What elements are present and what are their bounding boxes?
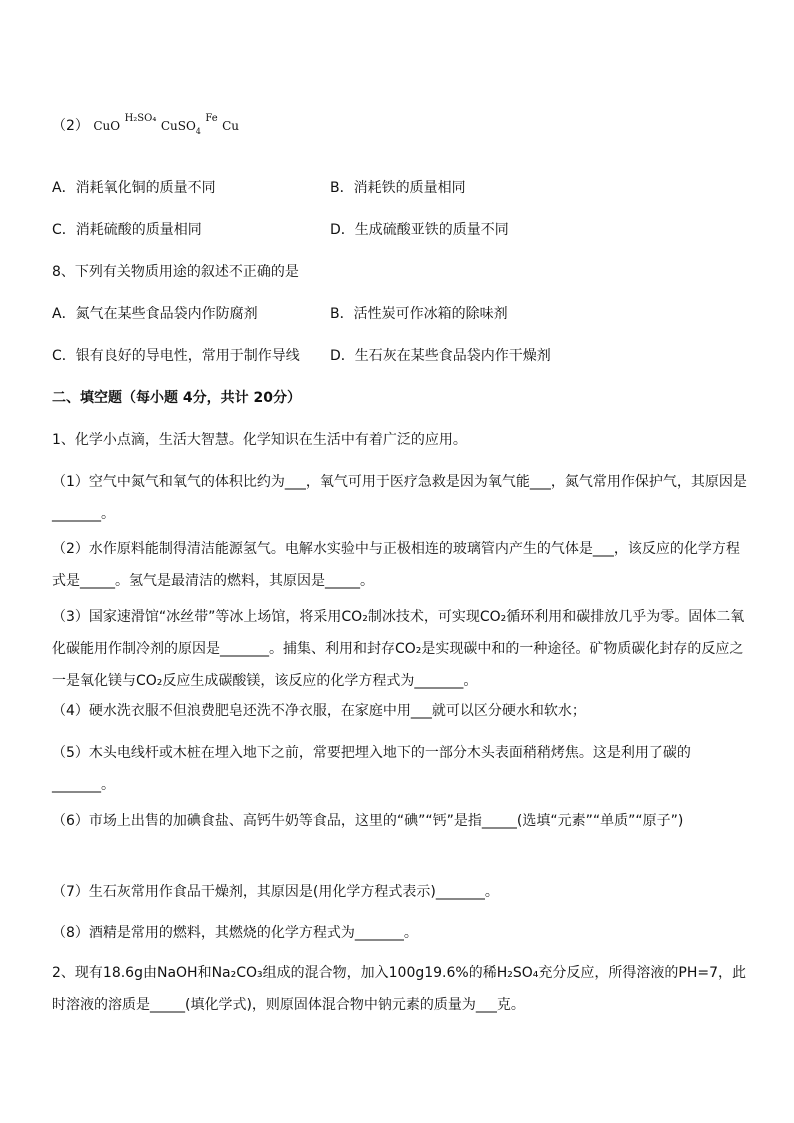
q8-row-1	[52, 304, 752, 324]
fe-reagent: Fe	[205, 113, 218, 124]
fill1-part-7: （7）生石灰常用作食品干燥剂，其原因是(用化学方程式表示)_______。	[52, 884, 499, 900]
subscript-4: 4	[195, 127, 201, 136]
reaction-prefix: （2）	[52, 118, 89, 134]
q7-option-c: C．消耗硫酸的质量相同	[52, 222, 202, 238]
cuso4-formula: CuSO	[160, 119, 196, 133]
q7-row-2	[52, 220, 752, 240]
fill1-part-6: （6）市场上出售的加碘食盐、高钙牛奶等食品，这里的“碘”“钙”是指_____(选填“元素”“单质”“原子”)	[52, 813, 684, 829]
fill1-part-4: （4）硬水洗衣服不但浪费肥皂还洗不净衣服，在家庭中用___就可以区分硬水和软水；	[52, 703, 586, 719]
q7-option-d: D．生成硫酸亚铁的质量不同	[330, 222, 509, 238]
q8-row-2	[52, 346, 752, 366]
q7-option-b: B．消耗铁的质量相同	[330, 180, 466, 196]
q8-option-b: B．活性炭可作冰箱的除味剂	[330, 306, 508, 322]
h2so4-reagent: H₂SO₄	[124, 113, 157, 124]
fill1-part-2: （2）水作原料能制得清洁能源氢气。电解水实验中与正极相连的玻璃管内产生的气体是___，该反应的化学方程式是_____。氢气是最清洁的燃料，其原因是_____。	[52, 541, 740, 589]
q8-option-a: A．氮气在某些食品袋内作防腐剂	[52, 306, 258, 322]
section-title: 二、填空题（每小题 4分，共计 20分）	[52, 390, 301, 406]
fill2-question: 2、现有18.6g由NaOH和Na₂CO₃组成的混合物，加入100g19.6%的稀H₂SO₄充分反应，所得溶液的PH=7，此时溶液的溶质是_____(填化学式)，则原固体混合物中钠元素的质量为___克。	[52, 965, 746, 1013]
fill1-part-1: （1）空气中氮气和氧气的体积比约为___，氧气可用于医疗急救是因为氧气能___，氮气常用作保护气，其原因是_______。	[52, 474, 747, 522]
reaction-line	[52, 113, 752, 138]
cuo-formula: CuO	[93, 119, 121, 133]
q8-option-d: D．生石灰在某些食品袋内作干燥剂	[330, 348, 551, 364]
cu-formula: Cu	[222, 119, 240, 133]
q7-option-a: A．消耗氧化铜的质量不同	[52, 180, 216, 196]
fill1-stem: 1、化学小点滴，生活大智慧。化学知识在生活中有着广泛的应用。	[52, 432, 467, 448]
q8-option-c: C．银有良好的导电性，常用于制作导线	[52, 348, 300, 364]
q8-stem: 8、下列有关物质用途的叙述不正确的是	[52, 264, 299, 280]
fill1-part-5: （5）木头电线杆或木桩在埋入地下之前，常要把埋入地下的一部分木头表面稍稍烤焦。这是利用了碳的_______。	[52, 745, 691, 793]
q7-row-1	[52, 178, 752, 198]
fill1-part-8: （8）酒精是常用的燃料，其燃烧的化学方程式为_______。	[52, 925, 418, 941]
fill1-part-3: （3）国家速滑馆“冰丝带”等冰上场馆，将采用CO₂制冰技术，可实现CO₂循环利用和碳排放几乎为零。固体二氧化碳能用作制冷剂的原因是_______。捕集、利用和封存CO₂是实现碳中和的一种途径。矿物质碳化封存的反应之一是氧化镁与CO₂反应生成碳酸镁，该反应的化学方程式为_______。	[52, 609, 745, 689]
